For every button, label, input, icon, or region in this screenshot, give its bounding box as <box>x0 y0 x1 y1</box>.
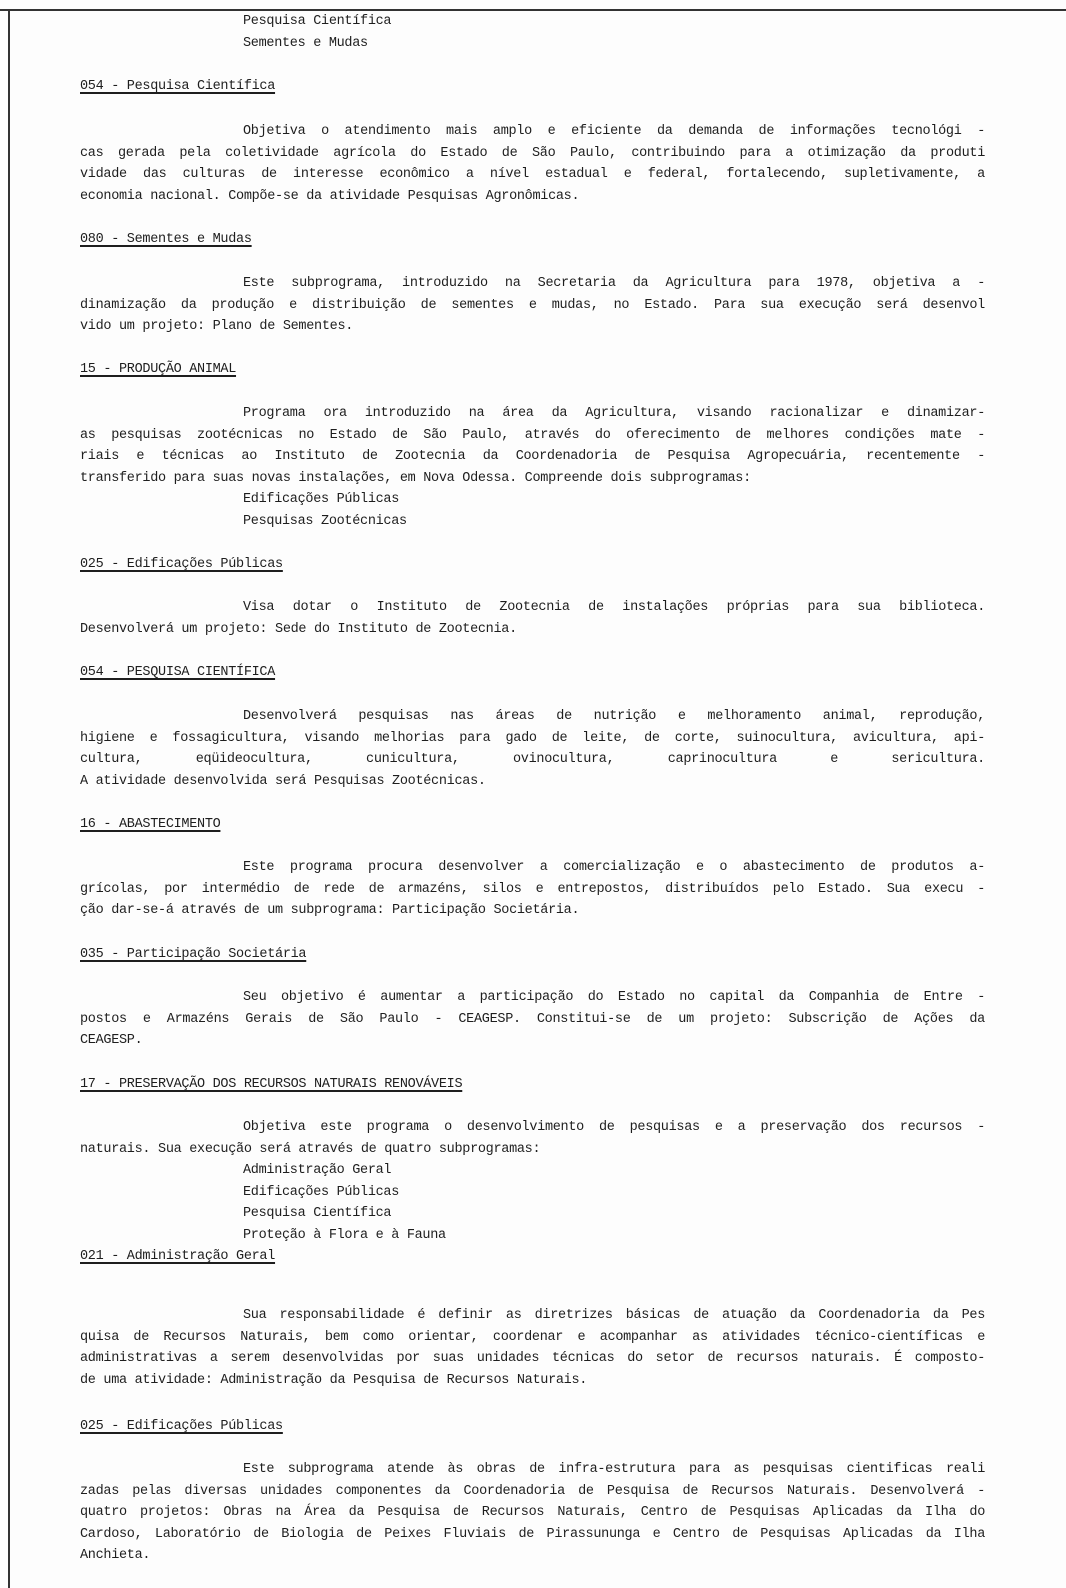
paragraph-line: zadas pelas diversas unidades componentes da Coordenadoria de Pesquisa de Recursos Naturais. Desenvolverá - <box>80 1483 985 1499</box>
paragraph-line: Este programa procura desenvolver a comercialização e o abastecimento de produtos a- <box>243 860 985 875</box>
section-heading: 054 - Pesquisa Científica <box>80 79 276 94</box>
paragraph-line: naturais. Sua execução será através de quatro subprogramas: <box>80 1141 541 1157</box>
top-rule <box>0 9 1066 11</box>
paragraph-line: higiene e fossagicultura, visando melhorias para gado de leite, de corte, suinocultura, avicultura, api- <box>80 730 985 746</box>
paragraph-line: grícolas, por intermédio de rede de armazéns, silos e entrepostos, distribuídos pelo Estado. Sua execu - <box>80 881 985 897</box>
section-heading: 025 - Edificações Públicas <box>80 557 283 572</box>
paragraph-line: A atividade desenvolvida será Pesquisas Zootécnicas. <box>80 773 486 789</box>
list-item: Pesquisas Zootécnicas <box>243 513 407 529</box>
paragraph-line: vidade das culturas de interesse econômico a nível estadual e federal, fortalecendo, supletivamente, a <box>80 167 985 183</box>
paragraph-line: Sua responsabilidade é definir as diretrizes básicas de atuação da Coordenadoria da Pes <box>243 1308 985 1323</box>
paragraph-line: economia nacional. Compõe-se da atividade Pesquisas Agronômicas. <box>80 188 580 204</box>
paragraph-line: vido um projeto: Plano de Sementes. <box>80 319 354 335</box>
paragraph-line: Desenvolverá um projeto: Sede do Instituto de Zootecnia. <box>80 621 517 637</box>
section-heading: 15 - PRODUÇÃO ANIMAL <box>80 362 237 377</box>
list-item: Edificações Públicas <box>243 1184 400 1200</box>
list-item: Pesquisa Científica <box>243 14 392 29</box>
paragraph-line: quatro projetos: Obras na Área da Pesquisa de Recursos Naturais, Centro de Pesquisas Aplicadas da Ilha do <box>80 1505 985 1521</box>
paragraph-line: Anchieta. <box>80 1548 151 1564</box>
section-heading: 16 - ABASTECIMENTO <box>80 817 221 832</box>
paragraph-line: Objetiva o atendimento mais amplo e eficiente da demanda de informações tecnológi - <box>243 124 985 139</box>
paragraph-line: Este subprograma atende às obras de infra-estrutura para as pesquisas cientificas reali <box>243 1462 985 1477</box>
paragraph-line: Programa ora introduzido na área da Agricultura, visando racionalizar e dinamizar- <box>243 406 985 421</box>
paragraph-line: CEAGESP. <box>80 1033 143 1049</box>
paragraph-line: Objetiva este programa o desenvolvimento de pesquisas e a preservação dos recursos - <box>243 1120 985 1135</box>
section-heading: 025 - Edificações Públicas <box>80 1419 283 1434</box>
left-margin-rule <box>8 11 10 1588</box>
paragraph-line: transferido para suas novas instalações, em Nova Odessa. Compreende dois subprogramas: <box>80 470 751 486</box>
section-heading: 080 - Sementes e Mudas <box>80 232 252 247</box>
paragraph-line: cultura, eqüideocultura, cunicultura, ovinocultura, caprinocultura e sericultura. <box>80 752 985 768</box>
paragraph-line: as pesquisas zootécnicas no Estado de São Paulo, através do oferecimento de melhores condições mate - <box>80 427 985 443</box>
section-heading: 17 - PRESERVAÇÃO DOS RECURSOS NATURAIS RENOVÁVEIS <box>80 1077 463 1092</box>
list-item: Edificações Públicas <box>243 492 400 507</box>
paragraph-line: ção dar-se-á através de um subprograma: Participação Societária. <box>80 903 580 919</box>
paragraph-line: Desenvolverá pesquisas nas áreas de nutrição e melhoramento animal, reprodução, <box>243 709 985 724</box>
section-heading: 035 - Participação Societária <box>80 947 307 962</box>
paragraph-line: postos e Armazéns Gerais de São Paulo - CEAGESP. Constitui-se de um projeto: Subscrição de Ações da <box>80 1011 985 1027</box>
paragraph-line: administrativas a serem desenvolvidas por suas unidades técnicas do setor de recursos naturais. É composto- <box>80 1351 985 1367</box>
paragraph-line: riais e técnicas ao Instituto de Zootecnia da Coordenadoria de Pesquisa Agropecuária, recentemente - <box>80 449 985 465</box>
section-heading: 054 - PESQUISA CIENTÍFICA <box>80 665 276 680</box>
paragraph-line: quisa de Recursos Naturais, bem como orientar, coordenar e acompanhar as atividades técnico-científicas e <box>80 1329 985 1345</box>
list-item: Sementes e Mudas <box>243 35 368 51</box>
list-item: Pesquisa Científica <box>243 1206 392 1222</box>
paragraph-line: de uma atividade: Administração da Pesquisa de Recursos Naturais. <box>80 1372 588 1388</box>
paragraph-line: dinamização da produção e distribuição de sementes e mudas, no Estado. Para sua execução será desenvol <box>80 297 985 313</box>
list-item: Administração Geral <box>243 1163 392 1178</box>
list-item: Proteção à Flora e à Fauna <box>243 1227 446 1243</box>
section-heading: 021 - Administração Geral <box>80 1249 276 1264</box>
paragraph-line: Cardoso, Laboratório de Biologia de Peixes Fluviais de Pirassununga e Centro de Pesquisas Aplicadas da Ilha <box>80 1526 985 1542</box>
paragraph-line: Seu objetivo é aumentar a participação do Estado no capital da Companhia de Entre - <box>243 990 985 1005</box>
paragraph-line: Visa dotar o Instituto de Zootecnia de instalações próprias para sua biblioteca. <box>243 600 985 615</box>
paragraph-line: Este subprograma, introduzido na Secretaria da Agricultura para 1978, objetiva a - <box>243 276 985 291</box>
paragraph-line: cas gerada pela coletividade agrícola do Estado de São Paulo, contribuindo para a otimização da produti <box>80 145 985 161</box>
